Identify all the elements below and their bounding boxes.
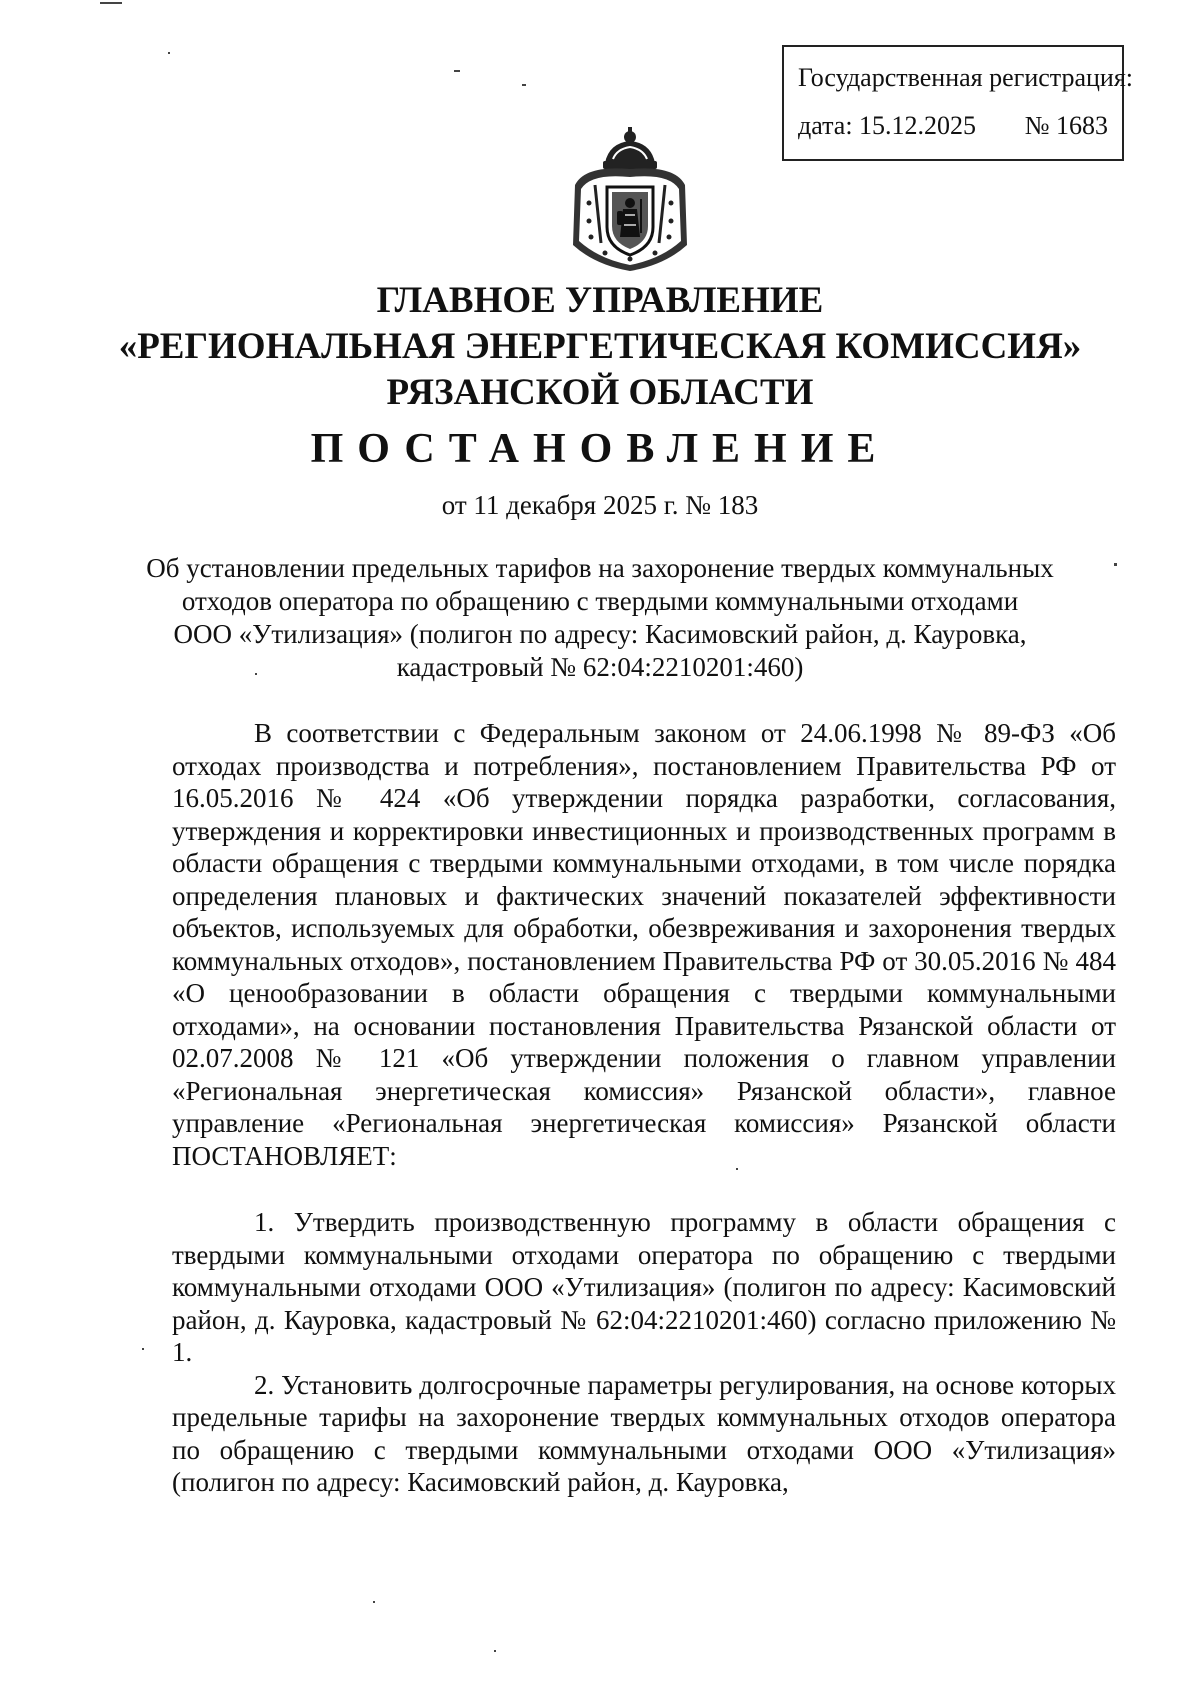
registration-number: № 1683 (1024, 111, 1108, 140)
item-2-paragraph: 2. Установить долгосрочные параметры регулирования, на основе которых предельные тарифы на захоронение твердых коммунальных отходов оператора по обращению с твердыми коммунальными отходами ООО «Утилизация» (полигон по адресу: Касимовский район, д. Кауровка, (172, 1369, 1116, 1497)
document-subject (120, 552, 1080, 684)
organization-line-1: ГЛАВНОЕ УПРАВЛЕНИЕ (376, 280, 824, 321)
subject-line-4: кадастровый № 62:04:2210201:460) (396, 652, 804, 682)
preamble-paragraph: В соответствии с Федеральным законом от 24.06.1998 № 89-ФЗ «Об отходах производства и потребления», постановлением Правительства РФ от 16.05.2016 № 424 «Об утверждении порядка разработки, согласования, утверждения и корректировки инвестиционных и производственных программ в области обращения с твердыми коммунальными отходами, в том числе порядка определения плановых и фактических значений показателей эффективности объектов, используемых для обработки, обезвреживания и захоронения твердых коммунальных отходов», постановлением Правительства РФ от 30.05.2016 № 484 «О ценообразовании в области обращения с твердыми коммунальными отходами», на основании постановления Правительства Рязанской области от 02.07.2008 № 121 «Об утверждении положения о главном управлении «Региональная энергетическая комиссия» Рязанской области», главное управление «Региональная энергетическая комиссия» Рязанской области ПОСТАНОВЛЯЕТ: (172, 718, 1116, 1171)
document-date-number: от 11 декабря 2025 г. № 183 (441, 490, 759, 520)
subject-line-1: Об установлении предельных тарифов на захоронение твердых коммунальных (146, 553, 1054, 583)
document-type: ПОСТАНОВЛЕНИЕ (310, 426, 890, 472)
item-1-paragraph: 1. Утвердить производственную программу в области обращения с твердыми коммунальными отходами оператора по обращению с твердыми коммунальными отходами ООО «Утилизация» (полигон по адресу: Касимовский район, д. Кауровка, кадастровый № 62:04:2210201:460) согласно приложению № 1. (172, 1207, 1116, 1367)
organization-line-2: «РЕГИОНАЛЬНАЯ ЭНЕРГЕТИЧЕСКАЯ КОМИССИЯ» (118, 326, 1082, 367)
document-body (172, 717, 1116, 1499)
registration-title: Государственная регистрация: (798, 63, 1134, 92)
subject-line-3: ООО «Утилизация» (полигон по адресу: Касимовский район, д. Кауровка, (173, 619, 1027, 649)
coat-of-arms-ryazan-icon (565, 125, 695, 275)
organization-name (100, 278, 1100, 416)
registration-stamp (782, 45, 1134, 161)
subject-line-2: отходов оператора по обращению с твердыми коммунальными отходами (181, 586, 1019, 616)
registration-date: дата: 15.12.2025 (798, 111, 977, 140)
organization-line-3: РЯЗАНСКОЙ ОБЛАСТИ (386, 372, 814, 413)
